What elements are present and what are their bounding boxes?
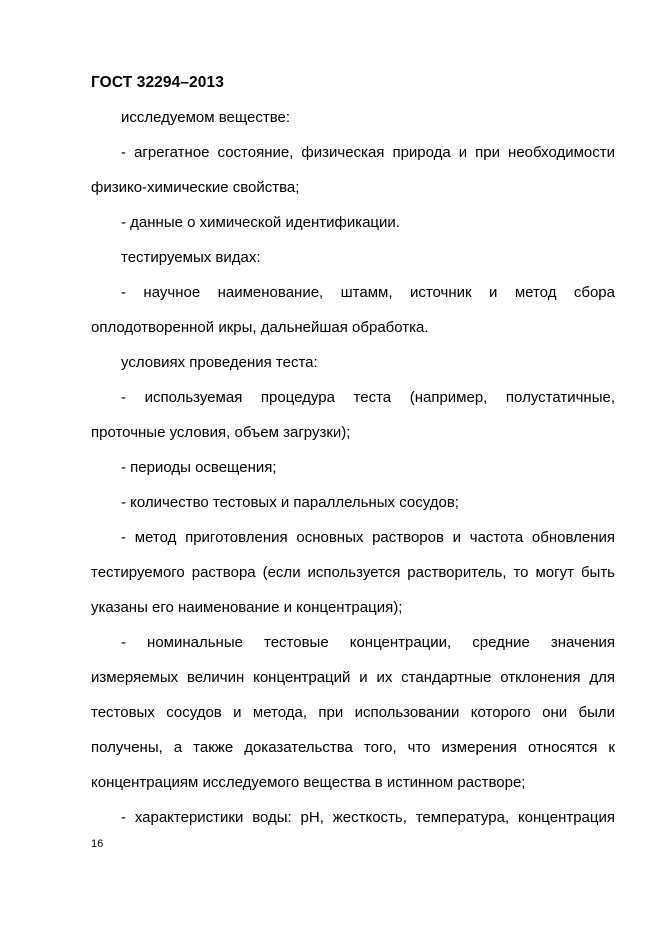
paragraph-chemical-identification: - данные о химической идентификации. [121, 214, 400, 231]
document-body [91, 100, 615, 835]
paragraph-scientific-name: - научное наименование, штамм, источник и метод сбора оплодотворенной икры, дальнейшая обработка. [91, 284, 615, 336]
paragraph-species-heading: тестируемых видах: [121, 249, 261, 266]
paragraph-conditions-heading: условиях проведения теста: [121, 354, 318, 371]
paragraph-substance-heading: исследуемом веществе: [121, 109, 291, 126]
page-number: 16 [91, 838, 104, 850]
paragraph-light-periods: - периоды освещения; [121, 459, 277, 476]
paragraph-stock-solutions: - метод приготовления основных растворов и частота обновления тестируемого раствора (если используется растворитель, то могут быть указаны его наименование и концентрация); [91, 529, 615, 616]
paragraph-aggregate-state: - агрегатное состояние, физическая природа и при необходимости физико-химические свойства; [91, 144, 615, 196]
document-header: ГОСТ 32294–2013 [91, 74, 224, 91]
paragraph-vessel-count: - количество тестовых и параллельных сосудов; [121, 494, 459, 511]
paragraph-nominal-concentrations: - номинальные тестовые концентрации, средние значения измеряемых величин концентраций и их стандартные отклонения для тестовых сосудов и метода, при использовании которого они были получены, а также доказательства того, что измерения относятся к концентрациям исследуемого вещества в истинном растворе; [91, 634, 615, 791]
paragraph-test-procedure: - используемая процедура теста (например, полустатичные, проточные условия, объем загрузки); [91, 389, 615, 441]
paragraph-water-characteristics: - характеристики воды: pH, жесткость, температура, концентрация [121, 809, 615, 826]
